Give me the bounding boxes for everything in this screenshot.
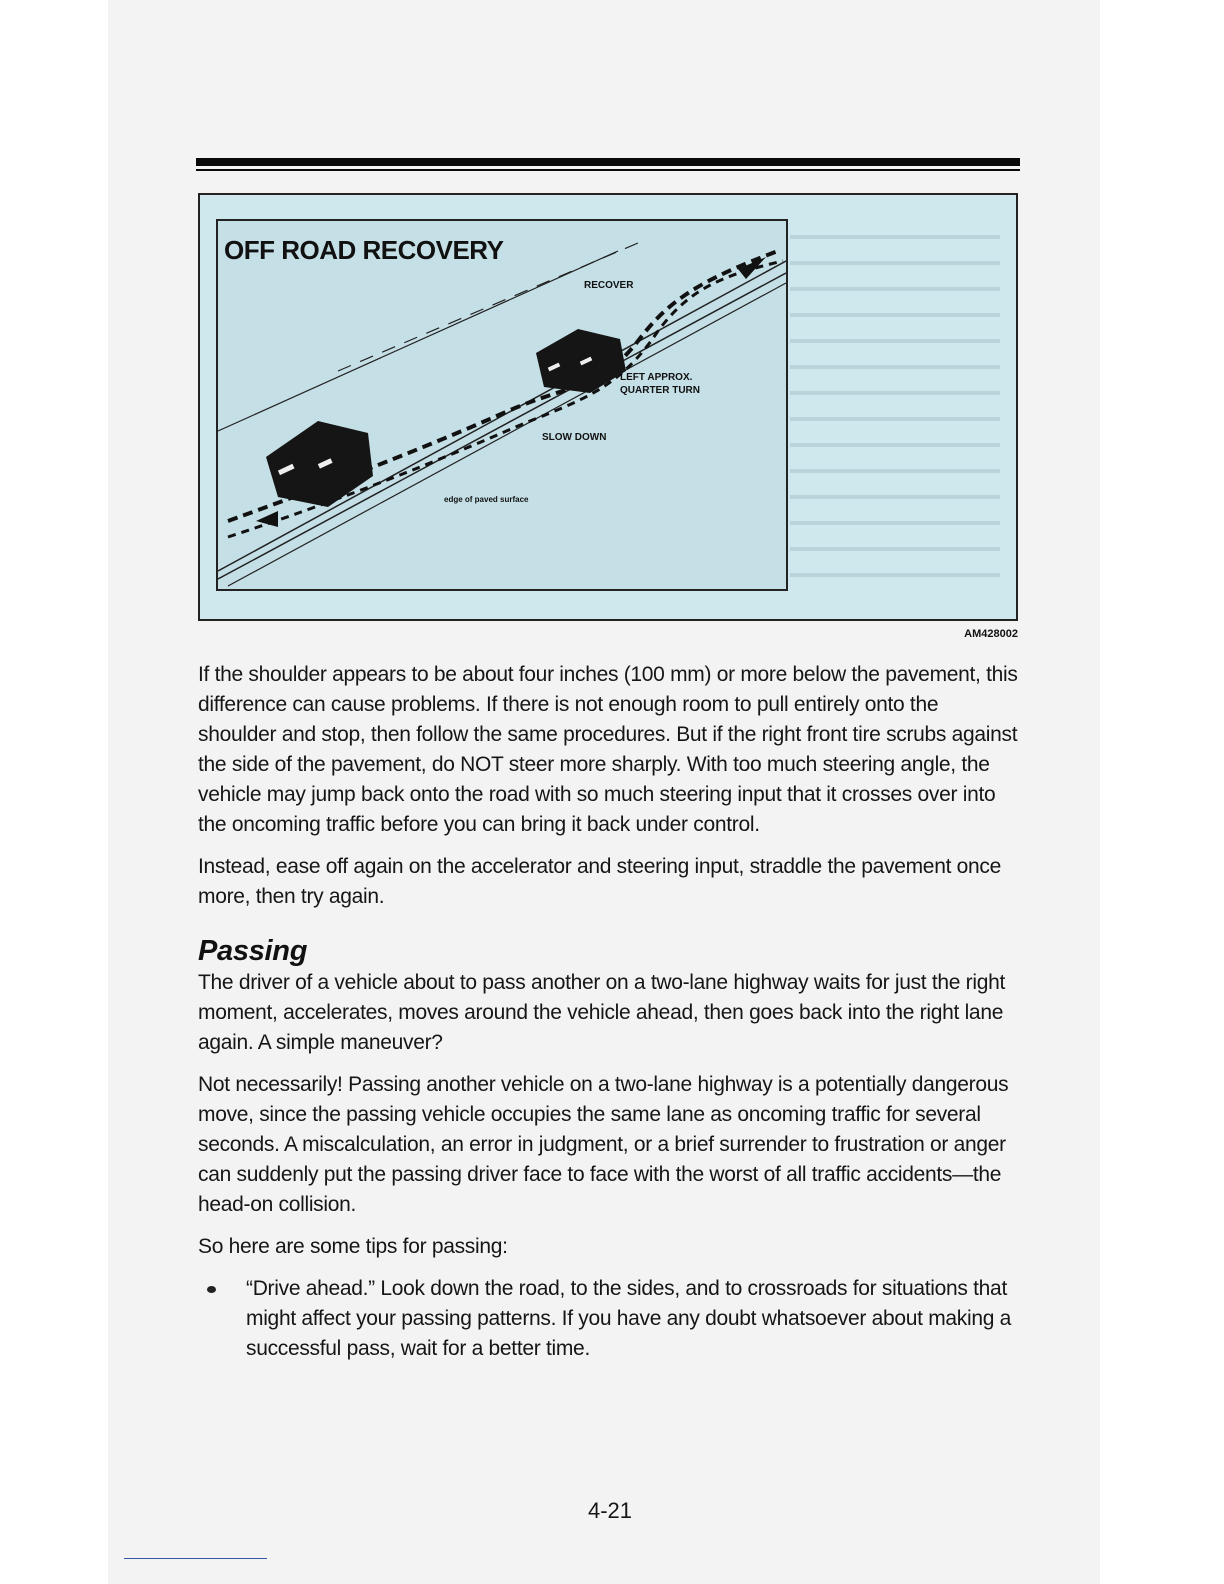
label-recover: RECOVER	[584, 280, 634, 291]
passing-danger-paragraph: Not necessarily! Passing another vehicle on a two-lane highway is a potentially dangerous move, since the passing vehicle occupies the same lane as oncoming traffic for several seconds. A miscalculation, an error in judgment, or a brief surrender to frustration or anger can suddenly put the passing driver face to face with the worst of all traffic accidents—the head-on collision.	[198, 1073, 1009, 1216]
header-rule	[196, 158, 1020, 166]
tip-drive-ahead: “Drive ahead.” Look down the road, to the sides, and to crossroads for situations that might affect your passing patterns. If you have any doubt whatsoever about making a successful pass, wait for a better time.	[246, 1277, 1012, 1360]
list-item	[198, 1274, 1018, 1364]
label-edge-of-paved-surface: edge of paved surface	[444, 495, 529, 504]
header-rule-thin	[196, 169, 1020, 171]
bullet-icon	[207, 1286, 216, 1293]
passing-tips-intro: So here are some tips for passing:	[198, 1235, 508, 1258]
passing-intro-paragraph: The driver of a vehicle about to pass another on a two-lane highway waits for just the right moment, accelerates, moves around the vehicle ahead, then goes back into the right lane again. A simple maneuver?	[198, 971, 1006, 1054]
road-diagram	[218, 221, 786, 589]
label-left-quarter-turn: LEFT APPROX. QUARTER TURN	[620, 372, 700, 396]
footer-link-underline[interactable]	[124, 1558, 267, 1559]
figure-code: AM428002	[964, 628, 1018, 640]
ease-off-paragraph: Instead, ease off again on the accelerator and steering input, straddle the pavement once more, then try again.	[198, 855, 1001, 908]
main-content	[198, 660, 1018, 1364]
shoulder-paragraph: If the shoulder appears to be about four inches (100 mm) or more below the pavement, this difference can cause problems. If there is not enough room to pull entirely onto the shoulder and stop, then follow the same procedures. But if the right front tire scrubs against the side of the pavement, do NOT steer more sharply. With too much steering angle, the vehicle may jump back onto the road with so much steering input that it crosses over into the oncoming traffic before you can bring it back under control.	[198, 663, 1018, 836]
figure-frame	[198, 193, 1018, 621]
vehicle-front	[536, 329, 626, 393]
figure-background-texture	[790, 235, 1000, 595]
page-number: 4-21	[587, 1498, 633, 1523]
passing-heading: Passing	[198, 935, 308, 967]
vehicle-rear	[266, 421, 373, 507]
label-slow-down: SLOW DOWN	[542, 432, 607, 443]
figure-title: OFF ROAD RECOVERY	[224, 235, 504, 265]
off-road-recovery-illustration	[216, 219, 788, 591]
passing-tips-list	[198, 1274, 1018, 1364]
